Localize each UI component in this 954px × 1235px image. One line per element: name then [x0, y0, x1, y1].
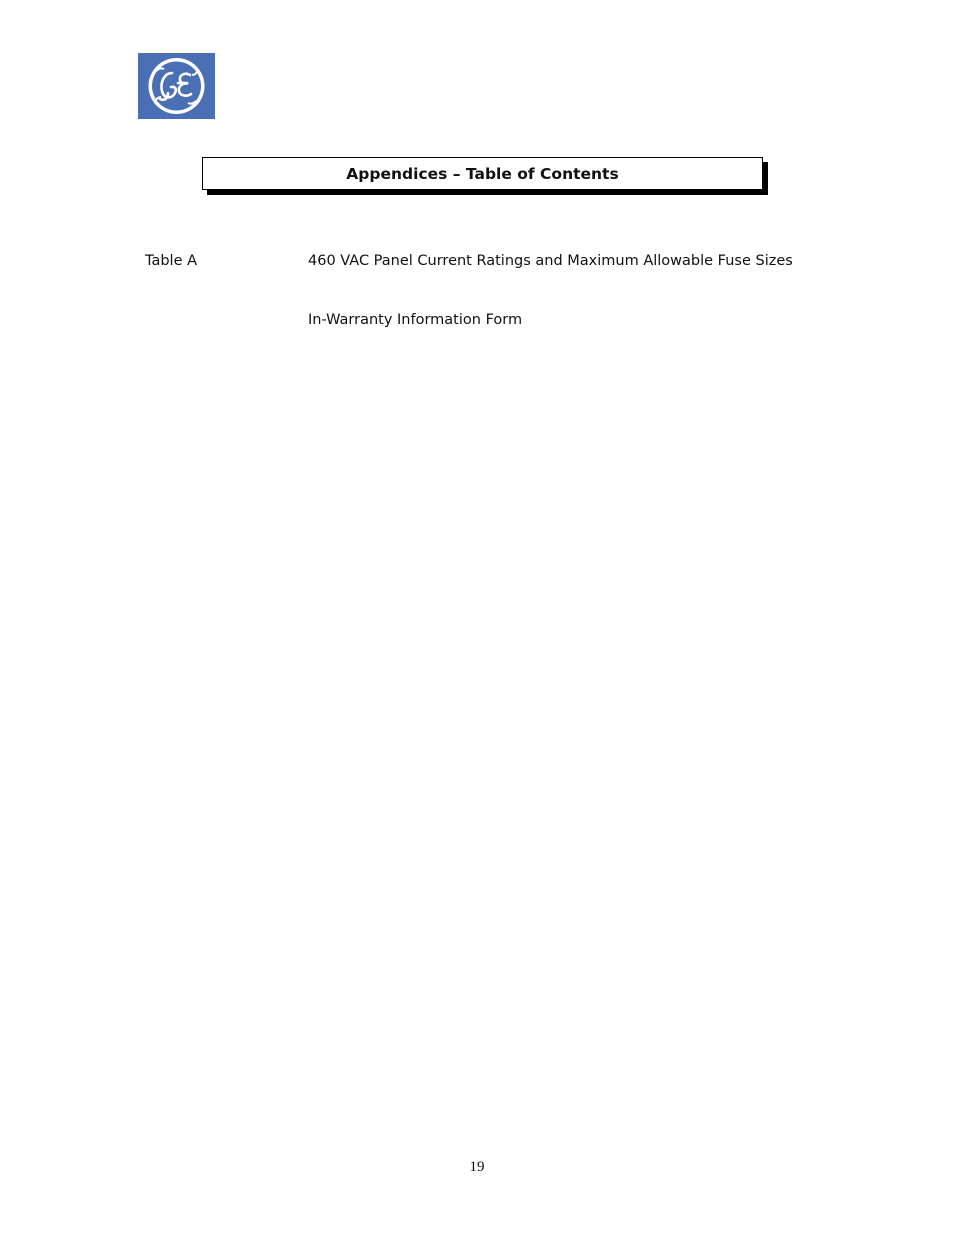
toc-entry-title: In-Warranty Information Form	[308, 312, 523, 328]
ge-monogram-icon	[138, 53, 215, 119]
title-box-frame	[202, 157, 763, 190]
page-number: 19	[469, 1159, 485, 1175]
toc-entry-label: Table A	[145, 253, 198, 269]
ge-logo-icon	[138, 53, 215, 119]
toc-entry	[0, 312, 954, 334]
page-title: Appendices – Table of Contents	[346, 164, 619, 183]
toc-entry-title: 460 VAC Panel Current Ratings and Maximum Allowable Fuse Sizes	[308, 253, 793, 269]
title-box	[202, 157, 768, 195]
toc-entry	[0, 253, 954, 275]
